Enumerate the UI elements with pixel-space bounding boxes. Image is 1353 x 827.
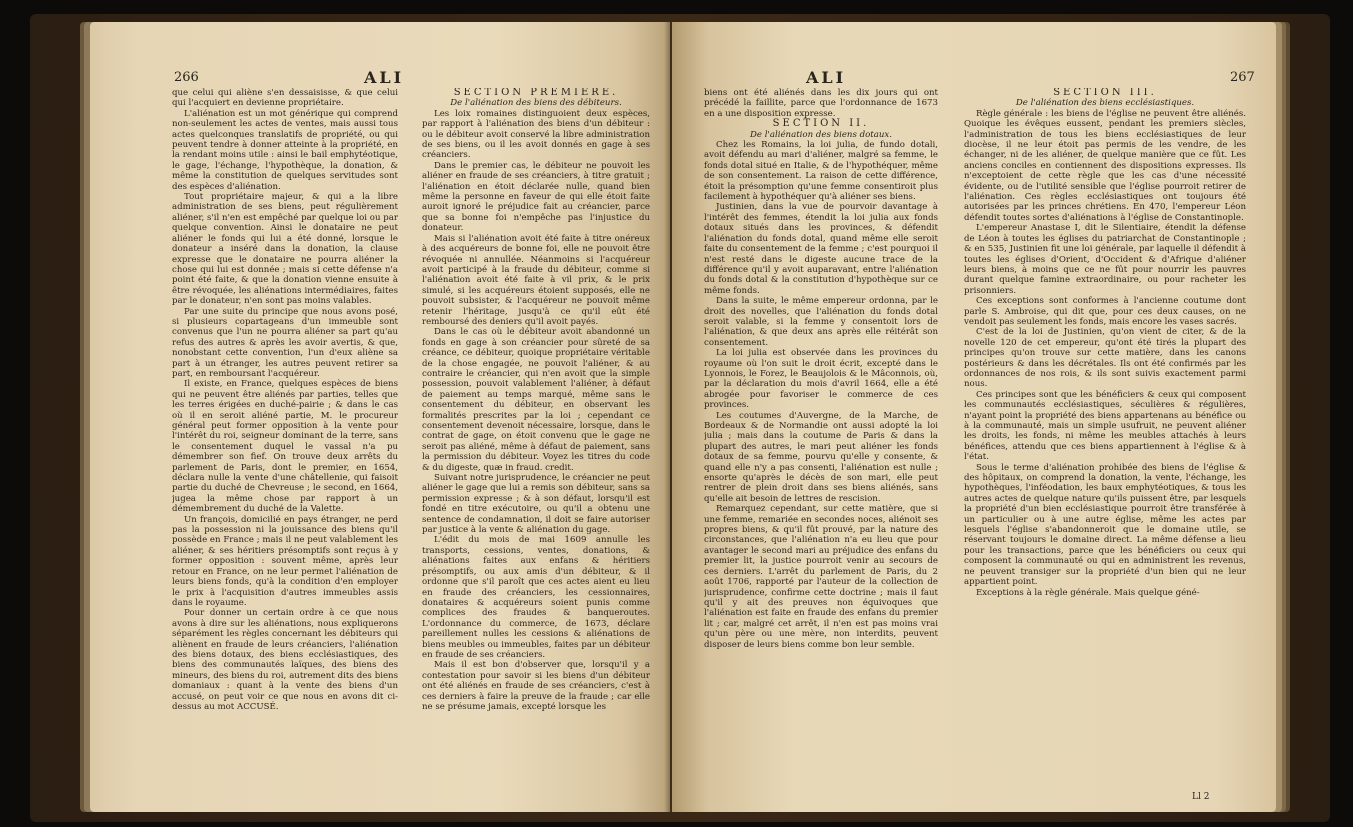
paragraph: Règle générale : les biens de l'église ne peuvent être aliénés. Quoique les évêques eussent, pendant les premiers siècles, l'administration de tous les biens ecclésiastiques de leur diocèse, il ne leur étoit pas permis de les vendre, de les échanger, ni de les aliéner, de quelque manière que ce fût. Les anciens conciles en contiennent des dispositions expresses. Ils n'exceptoient de cette règle que les cas d'une nécessité évidente, ou de l'utilité sensible que l'église pourroit retirer de l'aliénation. Ces règles ecclésiastiques ont toujours été autorisées par les princes chrétiens. En 470, l'empereur Léon défendit toutes sortes d'aliénations à l'église de Constantinople. [964,108,1246,223]
right-column-2 [964,88,1246,788]
left-column-1 [172,88,398,804]
section-heading: SECTION III. [1053,88,1157,98]
right-column-1 [704,88,938,804]
section-subtitle: De l'aliénation des biens des débiteurs. [450,98,622,109]
section-subtitle: De l'aliénation des biens dotaux. [750,129,892,140]
paragraph: L'édit du mois de mai 1609 annulle les transports, cessions, ventes, donations, & aliénations faites aux enfans & héritiers présomptifs, ou aux amis d'un débiteur, & il ordonne que s'il paroît que ces actes aient eu lieu en fraude des créanciers, les cessionnaires, donataires & acquéreurs soient punis comme complices des fraudes & banqueroutes. L'ordonnance du commerce, de 1673, déclare pareillement nulles les cessions & aliénations de biens meubles ou immeubles, faites par un débiteur en fraude de ses créanciers. [422,535,650,660]
section-subtitle: De l'aliénation des biens ecclésiastiques. [1015,98,1195,109]
running-head: ALI [364,68,405,87]
paragraph: Les loix romaines distinguoient deux espèces, par rapport à l'aliénation des biens d'un débiteur : ou le débiteur avoit conservé la libre administration de ses biens, ou il les avoit donnés en gage à ses créanciers. [422,108,650,161]
paragraph: Dans la suite, le même empereur ordonna, par le droit des novelles, que l'aliénation du fonds dotal seroit valable, si la femme y consentoit lors de l'aliénation, & que deux ans après elle réitérât son consentement. [704,296,938,348]
paragraph: Mais il est bon d'observer que, lorsqu'il y a contestation pour savoir si les biens d'un débiteur ont été aliénés en fraude de ses créanciers, c'est à ces derniers à faire la preuve de la fraude ; car elle ne se présume jamais, excepté lorsque les [422,660,650,712]
running-head: ALI [806,68,847,87]
page-number: 267 [1230,70,1255,85]
page-number: 266 [174,70,199,85]
left-column-2 [422,88,650,804]
right-page [672,22,1276,812]
paragraph: Ces principes sont que les bénéficiers & ceux qui composent les communautés ecclésiastiques, séculières & régulières, n'ayant point la propriété des biens appartenans au bénéfice ou à la communauté, mais un simple usufruit, ne peuvent aliéner les droits, les fonds, ni même les meubles attachés à leurs bénéfices, attendu que ces biens appartiennent à l'église & à l'état. [964,389,1246,463]
paragraph: Un françois, domicilié en pays étranger, ne perd pas la possession ni la jouissance des biens qu'il possède en France ; mais il ne peut valablement les aliéner, & ses héritiers présomptifs sont reçus à y former opposition : souvent même, après leur retour en France, on ne leur permet l'aliénation de leurs biens fonds, qu'à la condition d'en employer le prix à l'acquisition d'autres immeubles assis dans le royaume. [172,514,398,608]
paragraph: Par une suite du principe que nous avons posé, si plusieurs copartageans d'un immeuble sont convenus que l'un ne pourra aliéner sa part qu'au refus des autres & après les avoir avertis, & que, nonobstant cette convention, l'un d'eux aliène sa part à un étranger, les autres peuvent retirer sa part, en remboursant l'acquéreur. [172,306,398,379]
paragraph: C'est de la loi de Justinien, qu'on vient de citer, & de la novelle 120 de cet empereur, qu'ont été tirés la plupart des principes qu'on trouve sur cette matière, dans les canons postérieurs & dans les décrétales. Ils ont été confirmés par les ordonnances de nos rois, & ils sont suivis exactement parmi nous. [964,327,1246,390]
paragraph: L'empereur Anastase I, dit le Silentiaire, étendit la défense de Léon à toutes les églises du patriarchat de Constantinople ; & en 535, Justinien fit une loi générale, par laquelle il défendit à toutes les églises d'Orient, d'Occident & d'Afrique d'aliéner leurs biens, à moins que ce ne fût pour nourrir les pauvres durant quelque famine extraordinaire, ou pour racheter les prisonniers. [964,223,1246,296]
paragraph: Dans le premier cas, le débiteur ne pouvoit les aliéner en fraude de ses créanciers, à titre gratuit ; l'aliénation en étoit déclarée nulle, quand bien même la personne en faveur de qui elle étoit faite auroit ignoré le préjudice fait au créancier, parce que sa bonne foi n'empêche pas l'injustice du donateur. [422,160,650,234]
paragraph: Exceptions à la règle générale. Mais quelque géné- [976,587,1200,598]
section-heading: SECTION PREMIÈRE. [453,88,619,98]
paragraph: Suivant notre jurisprudence, le créancier ne peut aliéner le gage que lui a remis son débiteur, sans sa permission expresse ; & à son défaut, lorsqu'il est fondé en titre exécutoire, ou qu'il a obtenu une sentence de condamnation, il doit se faire autoriser par justice à la vente & aliénation du gage. [422,473,650,536]
paragraph: Sous le terme d'aliénation prohibée des biens de l'église & des hôpitaux, on comprend la donation, la vente, l'échange, les hypothèques, l'inféodation, les baux emphytéotiques, & tous les autres actes de quelque nature qu'ils puissent être, par lesquels la propriété d'un bien ecclésiastique pourroit être transférée à un particulier ou à une autre église, même les actes par lesquels l'église s'abandonneroit que le domaine utile, se réservant toujours le domaine direct. La même défense a lieu pour les transactions, parce que les bénéficiers ou ceux qui composent la communauté ou qui en administrent les revenus, ne peuvent transiger sur la propriété d'un bien qui ne leur appartient point. [964,462,1246,588]
paragraph: Remarquez cependant, sur cette matière, que si une femme, remariée en secondes noces, aliénoit ses propres biens, & qu'il fût prouvé, par la nature des circonstances, que l'aliénation n'a eu lieu que pour avantager le second mari au préjudice des enfans du premier lit, la justice pourroit venir au secours de ces derniers. L'arrêt du parlement de Paris, du 2 août 1706, rapporté par l'auteur de la collection de jurisprudence, confirme cette doctrine ; mais il faut qu'il y ait des preuves non équivoques que l'aliénation est faite en fraude des enfans du premier lit ; car, malgré cet arrêt, il n'en est pas moins vrai qu'un père ou une mère, non interdits, peuvent disposer de leurs biens comme bon leur semble. [704,504,938,650]
left-page [90,22,670,812]
paragraph: Chez les Romains, la loi julia, de fundo dotali, avoit défendu au mari d'aliéner, malgré sa femme, le fonds dotal situé en Italie, & de l'hypothéquer, même de son consentement. La raison de cette différence, étoit la présomption qu'une femme consentiroit plus facilement à hypothéquer qu'à aliéner ses biens. [704,140,938,203]
paragraph: que celui qui aliène s'en dessaisisse, & que celui qui l'acquiert en devienne propriétaire. [172,88,398,109]
paragraph: biens ont été aliénés dans les dix jours qui ont précédé la faillite, parce que l'ordonnance de 1673 en a une disposition expresse. [704,88,938,119]
signature-mark: Ll 2 [1192,792,1210,802]
paragraph: Dans le cas où le débiteur avoit abandonné un fonds en gage à son créancier pour sûreté de sa créance, ce débiteur, quoique propriétaire véritable de la chose engagée, ne pouvoit l'aliéner, & au contraire le créancier, qui n'en avoit que la simple possession, pouvoit valablement l'aliéner, à défaut de paiement au temps marqué, même sans le consentement du débiteur, en observant les formalités prescrites par la loi ; cependant ce consentement devenoit nécessaire, lorsque, dans le contrat de gage, on étoit convenu que le gage ne seroit pas aliéné, même à défaut de paiement, sans la permission du débiteur. Voyez les titres du code & du digeste, quæ in fraud. credit. [422,327,650,473]
paragraph: Mais si l'aliénation avoit été faite à titre onéreux à des acquéreurs de bonne foi, elle ne pouvoit être révoquée ni annullée. Néanmoins si l'acquéreur avoit participé à la fraude du débiteur, comme si l'aliénation avoit été faite à vil prix, & le prix simulé, si les acquéreurs étoient supposés, elle ne pouvoit subsister, & l'acquéreur ne pouvoit même retenir l'héritage, jusqu'à ce qu'il eût été remboursé des deniers qu'il avoit payés. [422,233,650,327]
paragraph: Pour donner un certain ordre à ce que nous avons à dire sur les aliénations, nous expliquerons séparément les règles concernant les débiteurs qui aliènent en fraude de leurs créanciers, l'aliénation des biens dotaux, des biens ecclésiastiques, des biens des communautés laïques, des biens des mineurs, des biens du roi, autrement dits des biens domaniaux : quant à la vente des biens d'un accusé, on peut voir ce que nous en avons dit ci-dessus au mot ACCUSÉ. [172,608,398,712]
paragraph: Les coutumes d'Auvergne, de la Marche, de Bordeaux & de Normandie ont aussi adopté la loi julia ; mais dans la coutume de Paris & dans la plupart des autres, le mari peut aliéner les fonds dotaux de sa femme, pourvu qu'elle y consente, & quand elle n'y a pas consenti, l'aliénation est nulle ; ensorte qu'après le décès de son mari, elle peut rentrer de plein droit dans ses biens aliénés, sans qu'elle ait besoin de lettres de rescision. [704,410,938,504]
section-heading: SECTION II. [772,118,870,130]
paragraph: Ces exceptions sont conformes à l'ancienne coutume dont parle S. Ambroise, qui dit que, pour ces deux causes, on ne vendoit pas seulement les fonds, mais encore les vases sacrés. [964,296,1246,327]
paragraph: Justinien, dans la vue de pourvoir davantage à l'intérêt des femmes, étendit la loi julia aux fonds dotaux situés dans les provinces, & défendit l'aliénation du fonds dotal, quand même elle seroit faite du consentement de la femme ; c'est pourquoi il n'est resté dans le digeste aucune trace de la différence qu'il y avoit auparavant, entre l'aliénation du fonds dotal & la constitution d'hypothèque sur ce même fonds. [704,202,938,296]
paragraph: L'aliénation est un mot générique qui comprend non-seulement les actes de ventes, mais aussi tous actes quelconques translatifs de propriété, ou qui peuvent tendre à donner atteinte à la propriété, en la rendant moins utile : ainsi le bail emphytéotique, le gage, l'échange, l'hypothèque, la donation, & même la constitution de quelques servitudes sont des espèces d'aliénation. [172,108,398,192]
paragraph: Tout propriétaire majeur, & qui a la libre administration de ses biens, peut régulièrement aliéner, s'il n'en est empêché par quelque loi ou par quelque convention. Ainsi le donataire ne peut aliéner le fonds qui lui a été donné, lorsque le donateur a inséré dans la donation, la clause expresse que le donataire ne pourra aliéner la chose qui lui est donnée ; mais si cette défense n'a point été faite, & que la donation vienne ensuite à être révoquée, les aliénations intermédiaires, faites par le donateur, n'en sont pas moins valables. [172,192,398,307]
paragraph: Il existe, en France, quelques espèces de biens qui ne peuvent être aliénés par parties, telles que les terres érigées en duché-pairie ; & dans le cas où il en seroit aliéné partie, M. le procureur général peut former opposition à la vente pour l'intérêt du roi, seigneur dominant de la terre, sans le consentement duquel le vassal n'a pu démembrer son fief. On trouve deux arrêts du parlement de Paris, dont le premier, en 1654, déclara nulle la vente d'une châtellenie, qui faisoit partie du duché de Chevreuse ; le second, en 1664, jugea la même chose par rapport à un démembrement du duché de la Valette. [172,379,398,515]
paragraph: La loi julia est observée dans les provinces du royaume où l'on suit le droit écrit, excepté dans le Lyonnois, le Forez, le Beaujolois & le Mâconnois, où, par la déclaration du mois d'avril 1664, elle a été abrogée pour favoriser le commerce de ces provinces. [704,348,938,411]
